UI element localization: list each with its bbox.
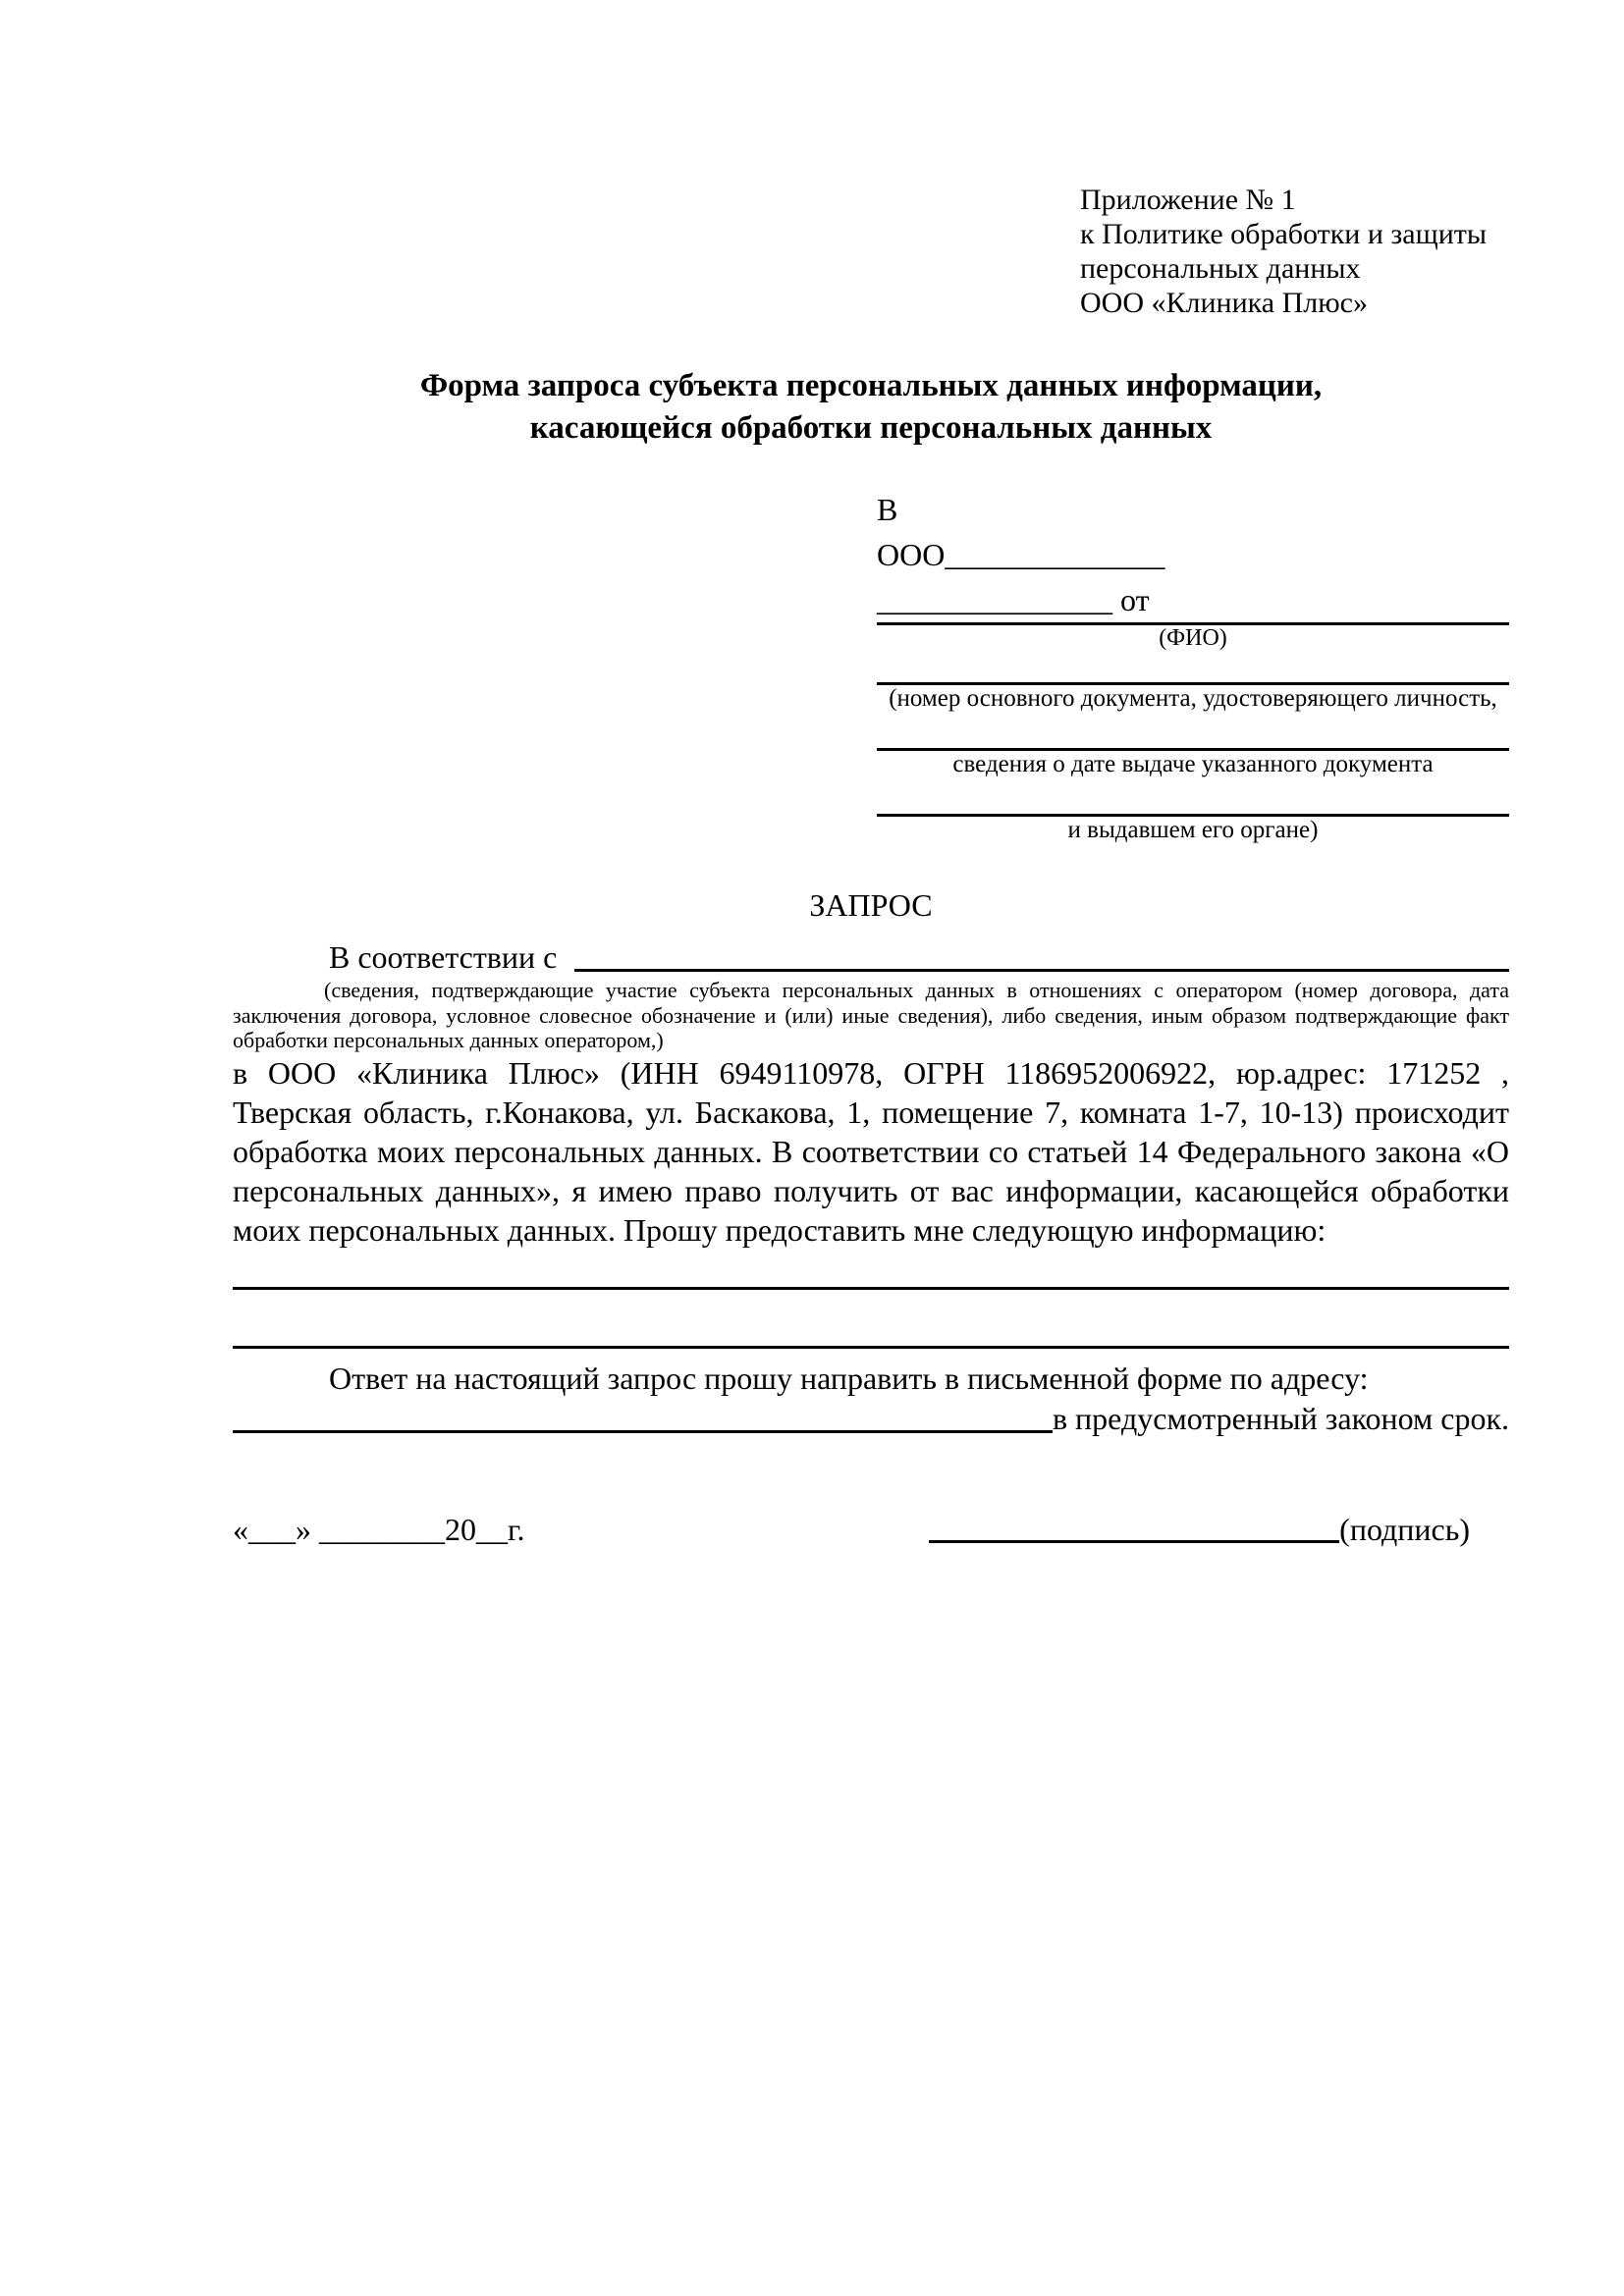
request-intro-label: В соответствии с (329, 939, 566, 975)
appendix-note-line: Приложение № 1 (1080, 184, 1296, 216)
fio-caption: (ФИО) (1159, 625, 1227, 651)
signature-caption: (подпись) (1339, 1511, 1470, 1547)
issue-date-caption: сведения о дате выдаче указанного документа (952, 751, 1434, 777)
signature-row (233, 1510, 1509, 1549)
addressee-from-blank[interactable]: _______________ от (877, 582, 1150, 617)
reply-tail-text: в предусмотренный законом срок. (1052, 1400, 1509, 1436)
basis-blank-line[interactable] (574, 936, 1509, 972)
request-intro-line (233, 936, 1509, 978)
reply-address-blank-line[interactable] (233, 1398, 1053, 1433)
issue-organ-caption: и выдавшем его органе) (1067, 817, 1319, 843)
reply-instruction: Ответ на настоящий запрос прошу направить в письменной форме по адресу: (329, 1360, 1369, 1396)
addressee-block (877, 487, 1509, 844)
request-heading: ЗАПРОС (809, 887, 933, 923)
document-number-caption: (номер основного документа, удостоверяющего личность, (889, 685, 1497, 712)
appendix-note-line: к Политике обработки и защиты (1080, 218, 1488, 250)
signature-group (929, 1510, 1470, 1549)
document-title-line: касающейся обработки персональных данных (529, 410, 1213, 446)
reply-address-line (233, 1398, 1509, 1439)
document-title-line: Форма запроса субъекта персональных данных информации, (419, 368, 1323, 403)
appendix-note-line: ООО «Клиника Плюс» (1080, 287, 1368, 319)
document-title (233, 365, 1509, 450)
information-blank-line[interactable] (233, 1346, 1509, 1349)
request-body-paragraph: в ООО «Клиника Плюс» (ИНН 6949110978, ОГРН 1186952006922, юр.адрес: 171252 , Тверская область, г.Конакова, ул. Баскакова, 1, помещение 7, комната 1-7, 10-13) происходит обработка моих персональных данных. В соответствии со статьей 14 Федерального закона «О персональных данных», я имею право получить от вас информации, касающейся обработки моих персональных данных. Прошу предоставить мне следующую информацию: (233, 1054, 1509, 1248)
date-blank-text[interactable]: «___» ________20__г. (233, 1511, 525, 1547)
signature-blank-line[interactable] (929, 1540, 1339, 1543)
addressee-to-prefix: В (877, 492, 898, 527)
information-blank-line[interactable] (233, 1287, 1509, 1290)
appendix-note (1080, 183, 1509, 320)
addressee-company-blank[interactable]: ООО______________ (877, 537, 1165, 572)
appendix-note-line: персональных данных (1080, 252, 1361, 285)
basis-footnote: (сведения, подтверждающие участие субъекта персональных данных в отношениях с оператором (номер договора, дата заключения договора, условное словесное обозначение и (или) иные сведения), либо сведения, иным образом подтверждающие факт обработки персональных данных оператором,) (233, 978, 1509, 1052)
